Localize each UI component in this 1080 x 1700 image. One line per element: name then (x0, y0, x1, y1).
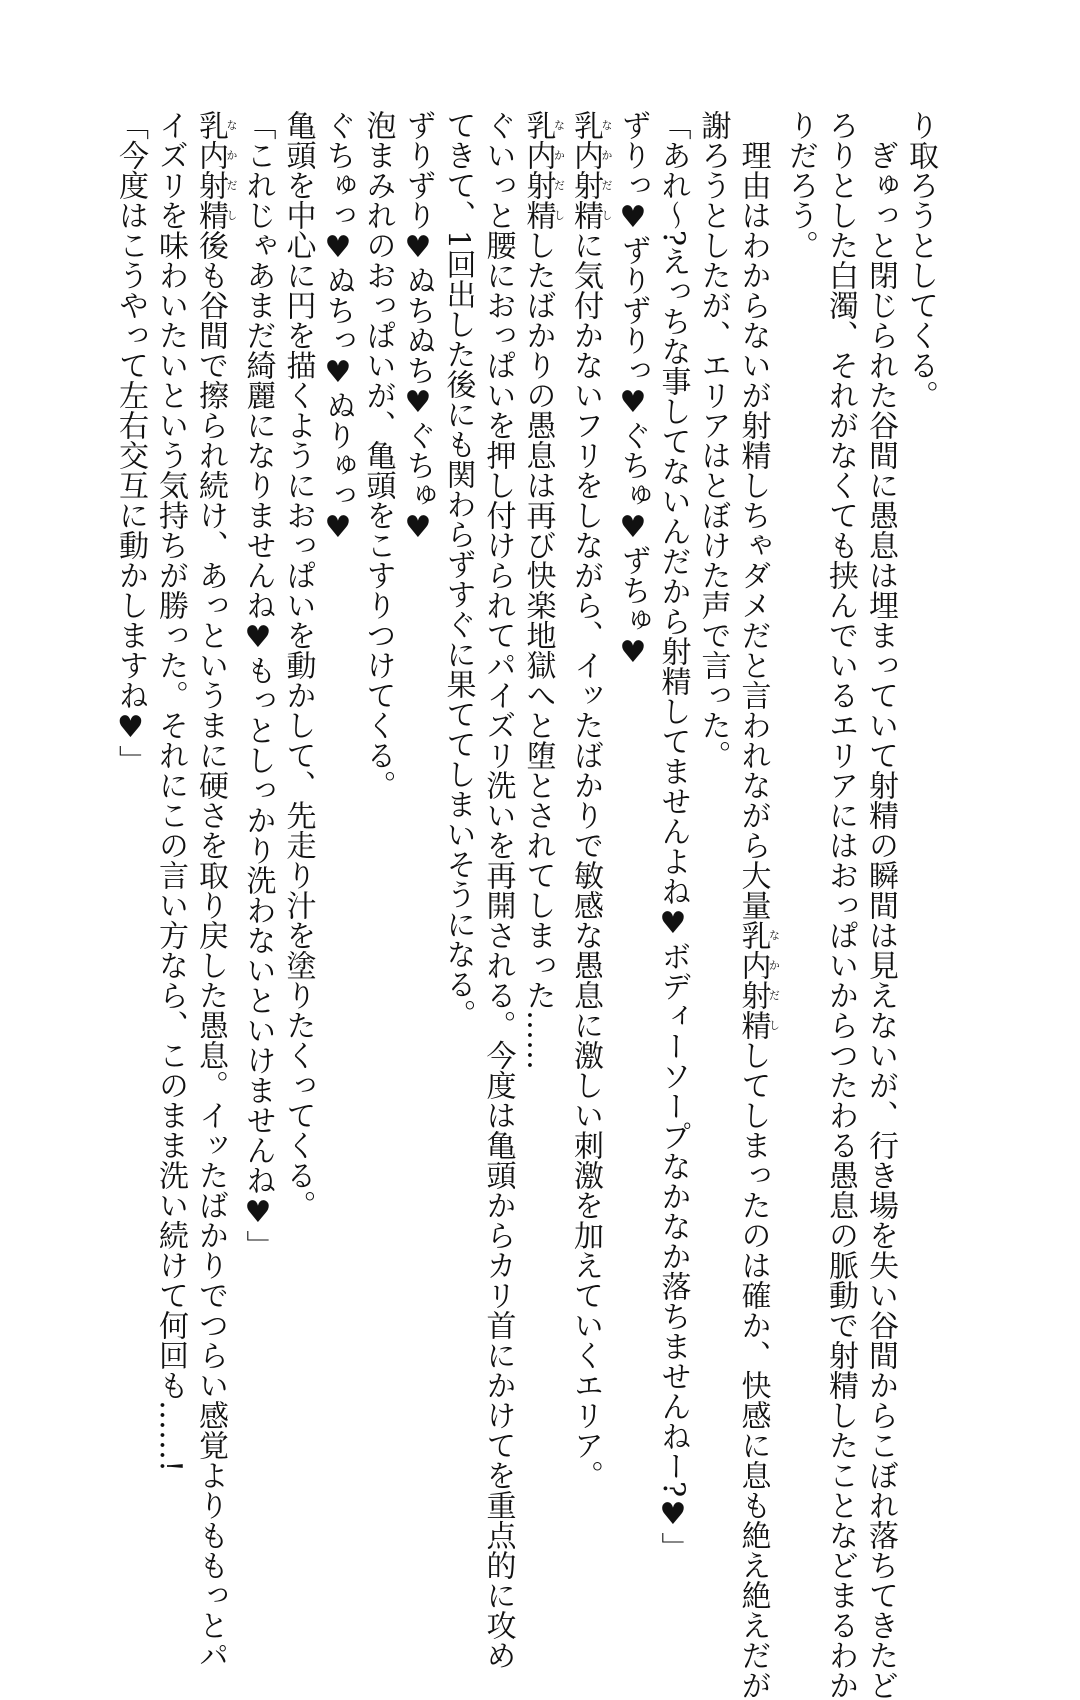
text-line (733, 110, 781, 1700)
text-line (780, 110, 820, 1440)
ruby-base: 乳内射精 (568, 110, 603, 230)
text-line (150, 110, 190, 1473)
text-segment: 後も谷間で擦られ続け、あっというまに硬さを取り戻した愚息。イッたばかりでつらい感覚よりももっとパ (193, 230, 228, 1670)
text-segment: してしまったのは確か、快感に息も絶え絶えだが (735, 1040, 771, 1700)
text-line (318, 110, 358, 1440)
text-line (278, 110, 318, 1440)
ruby-reading: なかだし (552, 110, 566, 230)
text-line (693, 110, 733, 1440)
text-segment: り取ろうとしてくる。 (903, 110, 938, 410)
text-segment: イズリを味わいたいという気持ちが勝った。それにこの言い方なら、このまま洗い続けて何回も……! (153, 110, 188, 1473)
ruby-annotated-word (520, 110, 566, 230)
text-segment: したばかりの愚息は再び快楽地獄へと堕とされてしまった…… (520, 230, 556, 1070)
text-line (820, 110, 860, 1700)
text-segment: ぎゅっと閉じられた谷間に愚息は埋まっていて射精の瞬間は見えないが、行き場を失い谷間からこぼれ落ちてきたど (863, 110, 898, 1700)
ruby-reading: なかだし (767, 920, 781, 1040)
text-segment: ぐいっと腰におっぱいを押し付けられてパイズリ洗いを再開される。今度は亀頭からカリ首にかけてを重点的に攻め (480, 110, 516, 1670)
text-line (613, 110, 653, 1440)
ruby-base: 乳内射精 (193, 110, 228, 230)
text-segment: ずりずり♥ぬちぬち♥ぐちゅ♥ (400, 110, 436, 545)
text-line (653, 110, 693, 1563)
text-line (518, 110, 566, 1440)
text-segment: ずりっ♥ずりずりっ♥ぐちゅ♥ずちゅ♥ (615, 110, 651, 670)
text-line (565, 110, 613, 1490)
text-line (110, 110, 150, 1440)
text-line (860, 110, 900, 1700)
text-segment: 「あれ～?えっちな事してないんだから射精してませんよね♥ボディーソープなかなか落ちませんねー?♥」 (655, 110, 691, 1563)
text-segment: ぐちゅっ♥ぬちっ♥ぬりゅっ♥ (320, 110, 356, 545)
text-segment: 謝ろうとしたが、エリアはとぼけた声で言った。 (695, 110, 731, 770)
text-line (478, 110, 518, 1670)
ruby-base: 乳内射精 (520, 110, 556, 230)
text-segment: りだろう。 (783, 110, 818, 260)
text-segment: てきて、1回出した後にも関わらずすぐに果ててしまいそうになる。 (440, 110, 476, 1030)
ruby-reading: なかだし (225, 110, 238, 230)
text-segment: ろりとした白濁、それがなくても挟んでいるエリアにはおっぱいからつたわる愚息の脈動で射精したことなどまるわか (823, 110, 858, 1700)
text-line (900, 110, 940, 1440)
ruby-annotated-word (568, 110, 613, 230)
text-segment: に気付かないフリをしながら、イッたばかりで敏感な愚息に激しい刺激を加えていくエリア。 (568, 230, 603, 1490)
text-line (238, 110, 278, 1440)
ruby-annotated-word (193, 110, 238, 230)
ruby-base: 乳内射精 (735, 920, 771, 1040)
ruby-reading: なかだし (600, 110, 613, 230)
text-line (438, 110, 478, 1440)
text-segment: 理由はわからないが射精しちゃダメだと言われながら大量 (735, 110, 771, 920)
vertical-text-page (113, 110, 940, 1700)
text-segment: 亀頭を中心に円を描くようにおっぱいを動かして、先走り汁を塗りたくってくる。 (280, 110, 316, 1220)
text-line (398, 110, 438, 1440)
text-line (358, 110, 398, 1440)
text-segment: 泡まみれのおっぱいが、亀頭をこすりつけてくる。 (360, 110, 396, 800)
text-line (190, 110, 238, 1670)
ruby-annotated-word (735, 920, 781, 1040)
text-segment: 「これじゃあまだ綺麗になりませんね♥もっとしっかり洗わないといけませんね♥」 (240, 110, 276, 1260)
text-segment: 「今度はこうやって左右交互に動かしますね♥」 (113, 110, 148, 775)
